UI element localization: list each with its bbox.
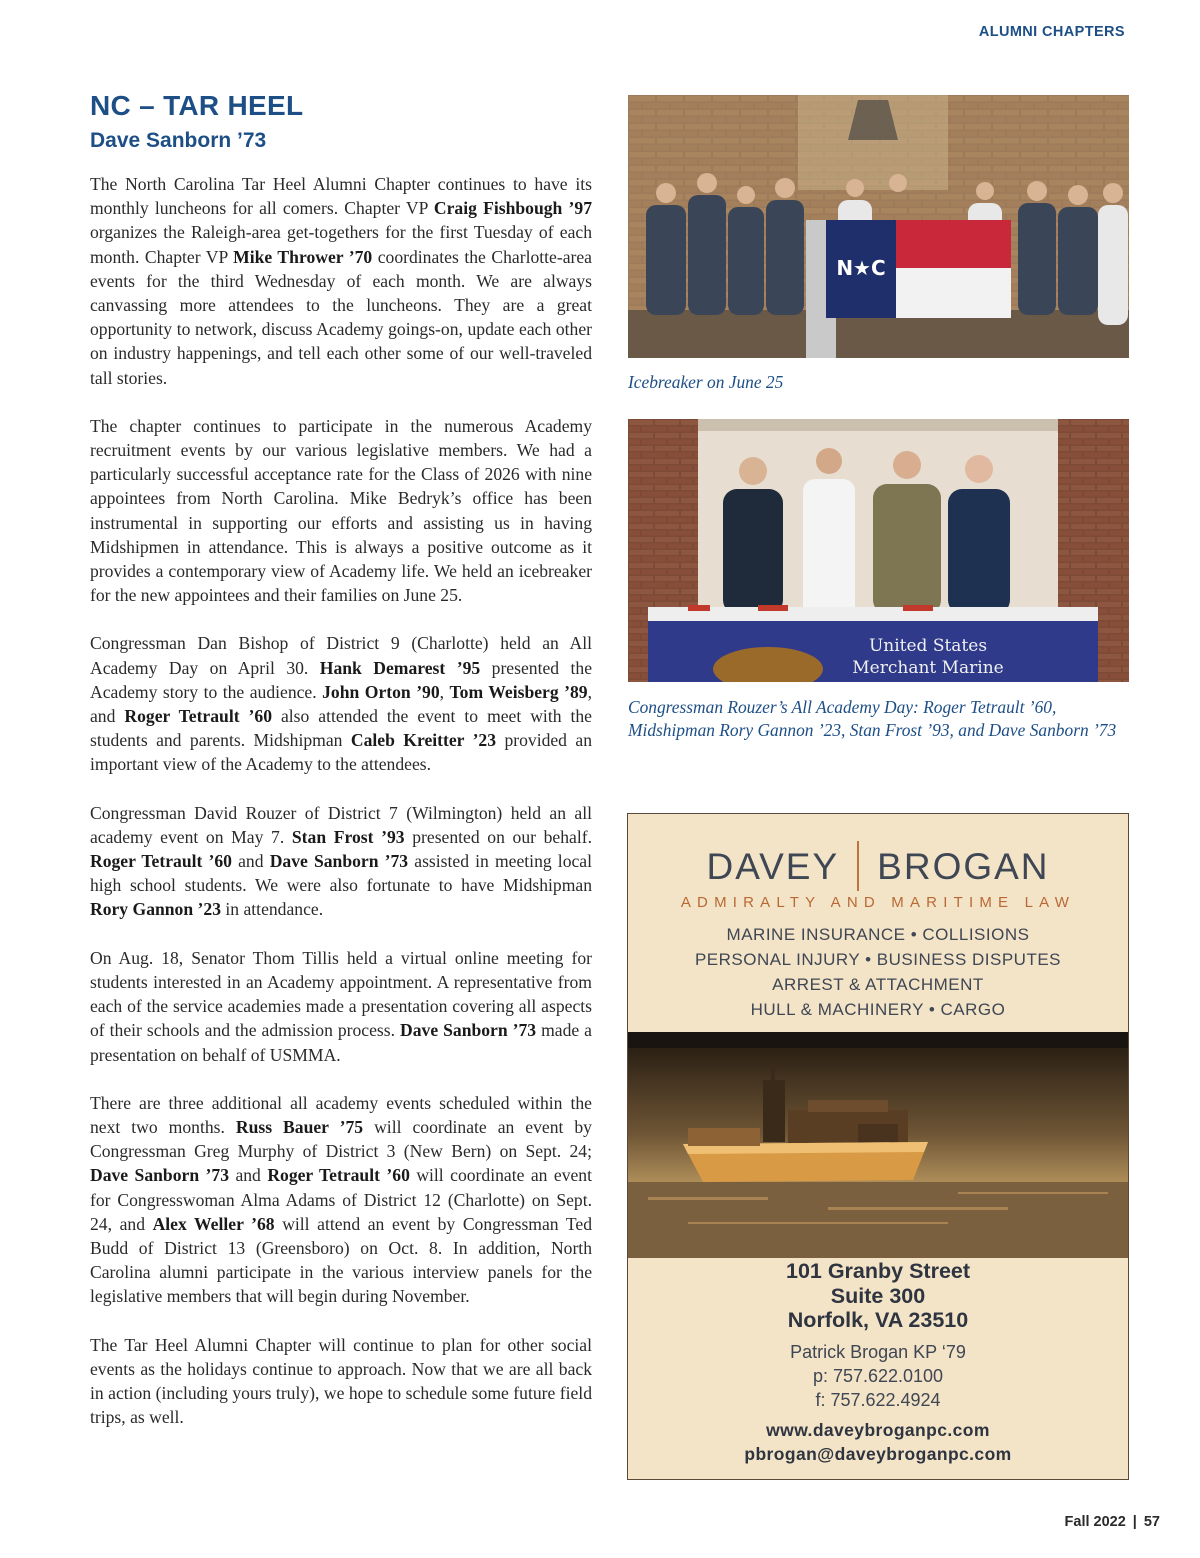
ad-brand-left: DAVEY <box>706 845 840 887</box>
bold-name: Stan Frost ’93 <box>291 826 405 847</box>
ad-tagline: ADMIRALTY AND MARITIME LAW <box>680 894 1076 911</box>
paragraph <box>90 414 592 608</box>
footer-divider: | <box>1132 1514 1137 1530</box>
paragraph <box>90 1333 592 1430</box>
bold-name: Hank Demarest ’95 <box>319 657 481 678</box>
ad-service-line: ARREST & ATTACHMENT <box>772 975 984 994</box>
icebreaker-caption: Icebreaker on June 25 <box>628 372 784 392</box>
text-run: presented the Academy story to the audience. <box>90 657 593 702</box>
text-run: will attend an event by Congressman Ted Budd of District 13 (Greensboro) on Oct. 8. In addition, North Carolina alumni participate in the various interview panels for the legislative members that will begin during November. <box>90 1213 592 1307</box>
text-run: and <box>231 851 270 872</box>
bold-name: John Orton ’90 <box>322 681 440 702</box>
bold-name: Craig Fishbough ’97 <box>433 198 592 219</box>
article-author: Dave Sanborn ’73 <box>90 129 267 152</box>
text-run: , <box>439 681 450 702</box>
ad-service-line: HULL & MACHINERY • CARGO <box>750 1000 1006 1019</box>
banner-line-2: Merchant Marine <box>852 658 1004 678</box>
container-ship-image <box>628 1032 1128 1258</box>
text-run: provided an important view of the Academy to the attendees. <box>90 730 592 775</box>
ad-brand-divider <box>857 841 859 891</box>
ad-service-line: PERSONAL INJURY • BUSINESS DISPUTES <box>694 950 1062 969</box>
text-run: in attendance. <box>221 899 324 920</box>
paragraph <box>90 631 592 776</box>
text-run: Congressman David Rouzer of District 7 (Wilmington) held an all academy event on May 7. <box>90 802 592 847</box>
paragraph <box>90 946 592 1067</box>
ad-fax: f: 757.622.4924 <box>815 1390 941 1410</box>
ad-contact-name: Patrick Brogan KP ‘79 <box>790 1342 966 1362</box>
academy-day-caption: Congressman Rouzer’s All Academy Day: Roger Tetrault ’60, Midshipman Rory Gannon ’23, Stan Frost ’93, and Dave Sanborn ’73 <box>628 697 1117 740</box>
bold-name: Dave Sanborn ’73 <box>269 851 409 872</box>
paragraph <box>90 1091 592 1309</box>
flag-text: N★C <box>836 256 886 280</box>
banner-line-1: United States <box>868 636 988 656</box>
icebreaker-photo-image <box>628 95 1129 358</box>
bold-name: Roger Tetrault ’60 <box>90 851 232 872</box>
ad-address-line: Norfolk, VA 23510 <box>787 1308 969 1332</box>
bold-name: Roger Tetrault ’60 <box>124 706 272 727</box>
section-label: ALUMNI CHAPTERS <box>978 24 1125 40</box>
ad-phone: p: 757.622.0100 <box>812 1366 944 1386</box>
bold-name: Tom Weisberg ’89 <box>449 681 588 702</box>
ad-email-link[interactable]: pbrogan@daveybroganpc.com <box>744 1443 1012 1464</box>
bold-name: Dave Sanborn ’73 <box>400 1020 537 1041</box>
text-run: made a presentation on behalf of USMMA. <box>90 1020 592 1065</box>
container-ship-icon <box>628 1032 1128 1258</box>
text-run: coordinates the Charlotte-area events for the third Wednesday of each month. We are always canvassing more attendees to the luncheons. They are a great opportunity to network, discuss Academy goings-on, update each other on industry happenings, and tell each other some of our well-traveled tall stories. <box>90 246 592 388</box>
text-run: presented on our behalf. <box>404 826 592 847</box>
issue-label: Fall 2022 <box>1064 1514 1126 1530</box>
ad-brand <box>628 844 1128 894</box>
text-run: also attended the event to meet with the students and parents. Midshipman <box>90 706 592 751</box>
text-run: assisted in meeting local high school students. We were also fortunate to have Midshipman <box>90 851 593 896</box>
text-run: will coordinate an event by Congressman Greg Murphy of District 3 (New Bern) on Sept. 24; <box>90 1116 592 1162</box>
bold-name: Alex Weller ’68 <box>152 1213 275 1234</box>
text-run: On Aug. 18, Senator Thom Tillis held a virtual online meeting for students interested in an Academy appointment. A representative from each of the service academies made a presentation covering all aspects of their schools and the admission process. <box>90 947 592 1041</box>
text-run: will coordinate an event for Congresswoman Alma Adams of District 12 (Charlotte) on Sept. 24, and <box>90 1165 592 1234</box>
bold-name: Roger Tetrault ’60 <box>267 1165 410 1186</box>
article-body <box>90 172 592 1453</box>
icebreaker-photo <box>628 95 1129 358</box>
academy-day-photo-image <box>628 419 1129 682</box>
paragraph <box>90 172 592 390</box>
ad-address-line: 101 Granby Street <box>785 1259 971 1283</box>
academy-day-photo <box>628 419 1129 682</box>
text-run: There are three additional all academy events scheduled within the next two months. <box>90 1092 592 1137</box>
ad-contact <box>628 1340 1128 1412</box>
bold-name: Mike Thrower ’70 <box>233 246 373 267</box>
davey-brogan-ad <box>627 813 1129 1480</box>
text-run: The Tar Heel Alumni Chapter will continue to plan for other social events as the holidays continue to approach. Now that we are all back in action (including yours truly), we hope to schedule some future field trips, as well. <box>90 1334 592 1428</box>
ad-brand-right: BROGAN <box>877 845 1050 887</box>
text-run: organizes the Raleigh-area get-togethers for the first Tuesday of each month. Chapter VP <box>90 222 592 267</box>
text-run: and <box>229 1165 268 1186</box>
ad-service-line: MARINE INSURANCE • COLLISIONS <box>726 925 1030 944</box>
text-run: , and <box>90 681 592 727</box>
page-number: 57 <box>1143 1514 1160 1530</box>
bold-name: Dave Sanborn ’73 <box>90 1165 229 1186</box>
ad-address <box>628 1259 1128 1333</box>
ad-address-line: Suite 300 <box>830 1283 926 1308</box>
text-run: The chapter continues to participate in the numerous Academy recruitment events by our various legislative members. We had a particularly successful acceptance rate for the Class of 2026 with nine appointees from North Carolina. Mike Bedryk’s office has been instrumental in supporting our efforts and assisting us in having Midshipmen in attendance. This is always a positive outcome as it provides a contemporary view of Academy life. We held an icebreaker for the new appointees and their families on June 25. <box>90 415 592 606</box>
ad-services <box>628 922 1128 1022</box>
bold-name: Rory Gannon ’23 <box>90 899 221 920</box>
text-run: Congressman Dan Bishop of District 9 (Charlotte) held an All Academy Day on April 30. <box>90 633 592 678</box>
text-run: The North Carolina Tar Heel Alumni Chapter continues to have its monthly luncheons for all comers. Chapter VP <box>90 174 592 219</box>
bold-name: Russ Bauer ’75 <box>235 1116 364 1137</box>
article-title: NC – TAR HEEL <box>90 90 304 121</box>
paragraph <box>90 801 592 922</box>
bold-name: Caleb Kreitter ’23 <box>350 730 497 751</box>
page-footer <box>1065 1514 1160 1530</box>
ad-website-link[interactable]: www.daveybroganpc.com <box>766 1420 990 1440</box>
ad-web <box>628 1419 1128 1466</box>
